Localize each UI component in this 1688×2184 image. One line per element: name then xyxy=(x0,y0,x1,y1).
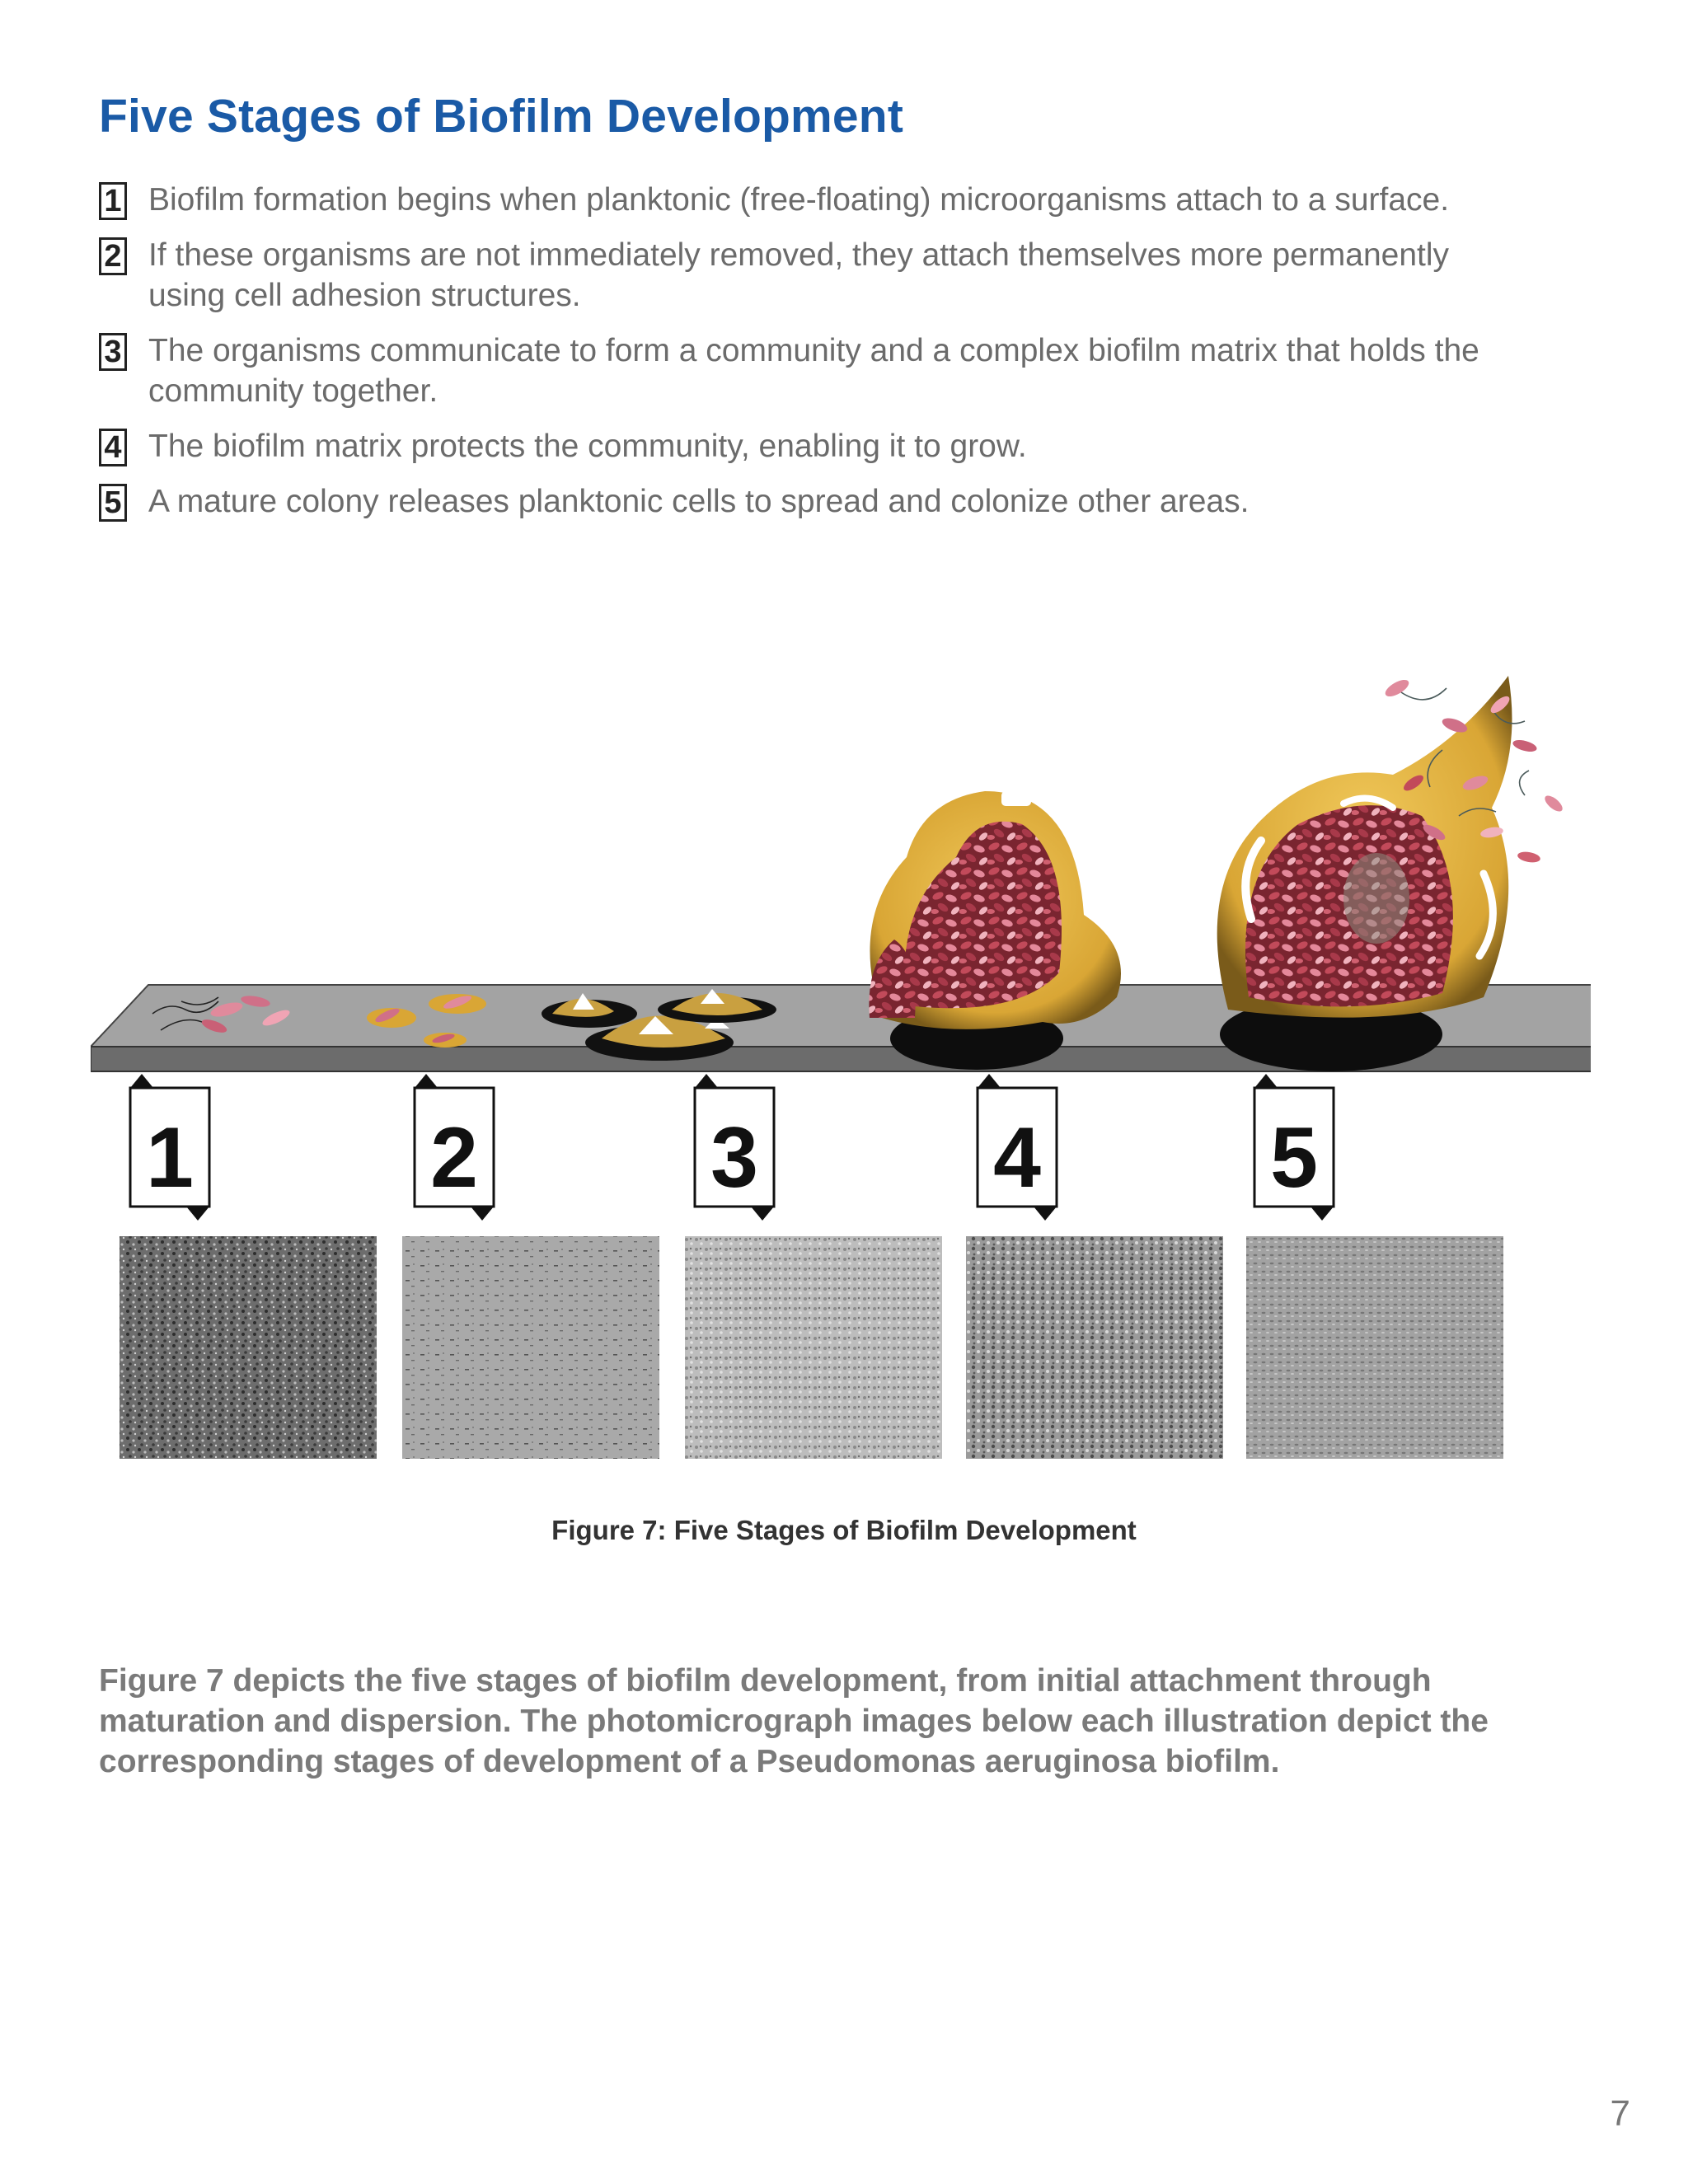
stage-label-text: 5 xyxy=(1270,1110,1318,1206)
stage-label-2 xyxy=(415,1074,494,1221)
stage-description: If these organisms are not immediately removed, they attach themselves more permanently using cell adhesion structures. xyxy=(148,237,1450,313)
stage-item-1 xyxy=(99,180,1517,220)
stage-number-box: 3 xyxy=(99,333,127,371)
stage-description: Biofilm formation begins when planktonic (free-floating) microorganisms attach to a surface. xyxy=(148,182,1450,218)
photomicrographs xyxy=(120,1236,1503,1459)
figure-caption: Figure 7: Five Stages of Biofilm Development xyxy=(551,1515,1137,1545)
stage-label-text: 3 xyxy=(710,1110,758,1206)
stage-number-box: 4 xyxy=(99,429,127,466)
photomicrograph-1 xyxy=(120,1236,377,1459)
stage-description: The biofilm matrix protects the community, enabling it to grow. xyxy=(148,429,1027,464)
stage-number-box: 1 xyxy=(99,182,127,220)
stage-label-4 xyxy=(978,1074,1057,1221)
stage-label-3 xyxy=(695,1074,774,1221)
photomicrograph-4 xyxy=(966,1236,1223,1459)
stage-label-1 xyxy=(130,1074,209,1221)
stage-item-5 xyxy=(99,481,1517,522)
biofilm-figure xyxy=(91,593,1591,1521)
page-number: 7 xyxy=(1610,2093,1630,2134)
stage-description: A mature colony releases planktonic cells to spread and colonize other areas. xyxy=(148,484,1250,519)
stage-label-text: 4 xyxy=(993,1110,1041,1206)
stage-label-text: 1 xyxy=(146,1110,194,1206)
stage-item-2 xyxy=(99,235,1517,316)
stage-item-4 xyxy=(99,426,1517,466)
stage-list xyxy=(99,180,1517,537)
stage-number-box: 2 xyxy=(99,237,127,275)
figure-summary: Figure 7 depicts the five stages of biofilm development, from initial attachment through maturation and dispersion. The photomicrograph images below each illustration depict the corresponding stages of development of a Pseudomonas aeruginosa biofilm. xyxy=(99,1663,1489,1779)
photomicrograph-3 xyxy=(685,1236,942,1459)
page-title: Five Stages of Biofilm Development xyxy=(99,90,903,143)
photomicrograph-2 xyxy=(402,1236,659,1459)
stage-number-box: 5 xyxy=(99,484,127,522)
stage-label-5 xyxy=(1254,1074,1334,1221)
stage-item-3 xyxy=(99,330,1517,411)
stage-label-text: 2 xyxy=(430,1110,478,1206)
stage-description: The organisms communicate to form a community and a complex biofilm matrix that holds the community together. xyxy=(148,333,1479,409)
